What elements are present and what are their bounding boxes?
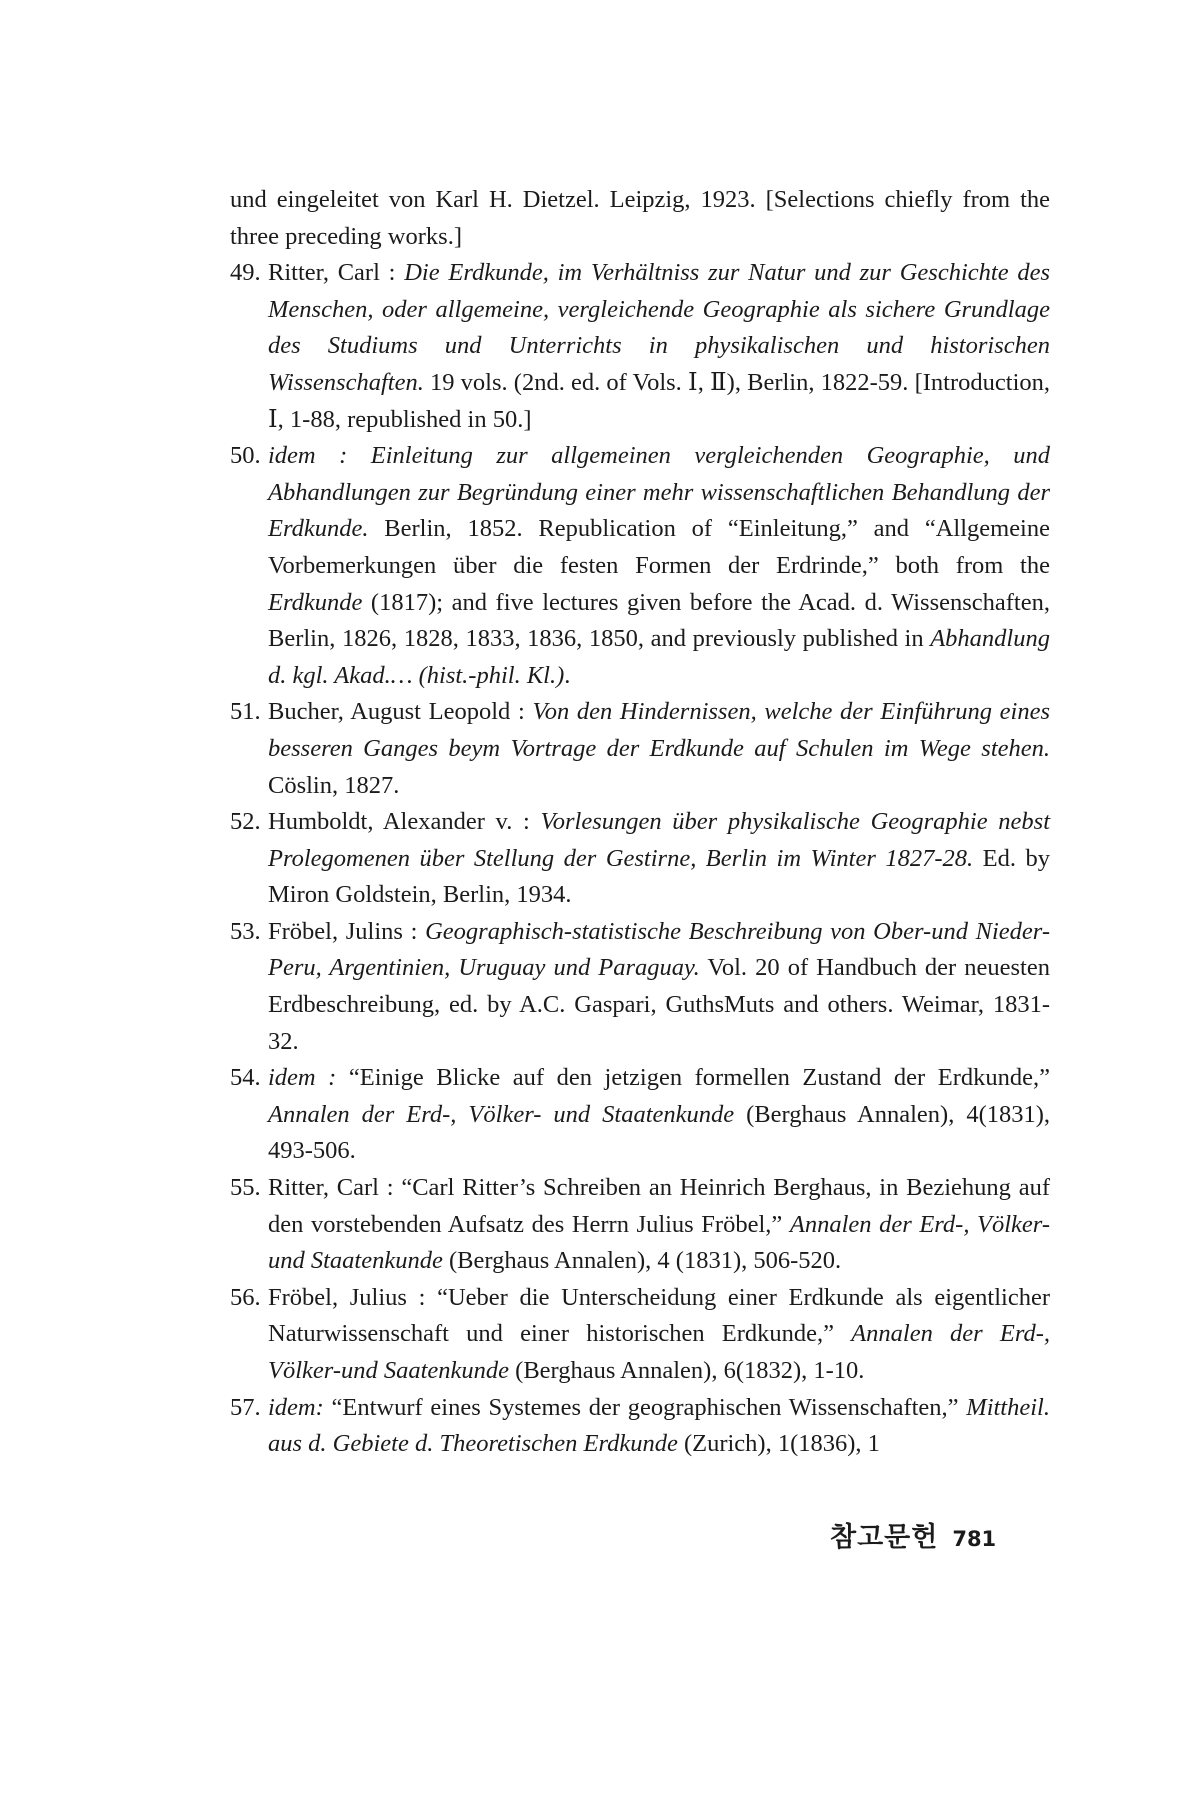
entry-title-erdkunde: Erdkunde [268, 588, 363, 616]
entry-article: “Einige Blicke auf den jetzigen formellen Zustand der Erdkunde,” [348, 1064, 1050, 1092]
bibliography-entry-57 [230, 1390, 1050, 1463]
entry-title: Vorlesungen über physikalische Geographie nebst Prolegomenen über Stellung der Gestirne, Berlin im Winter 1827-28. [268, 808, 1050, 872]
entry-number: 49. [230, 259, 261, 287]
bibliography-entry-55 [230, 1170, 1051, 1280]
entry-details: Vol. 20 of Handbuch der neuesten Erdbeschreibung, ed. by A.C. Gaspari, GuthsMuts and others. Weimar, 1831-32. [268, 954, 1050, 1055]
entry-author: Ritter, Carl : [268, 1174, 402, 1202]
bibliography-entry-50 [230, 438, 1050, 694]
entry-title: Mittheil. aus d. Gebiete d. Theoretischen Erdkunde [268, 1393, 1050, 1458]
entry-article: “Ueber die Unterscheidung einer Erdkunde als eigentlicher Naturwissenschaft und einer historischen Erdkunde,” [268, 1283, 1050, 1348]
entry-details: 19 vols. (2nd. ed. of Vols. Ⅰ, Ⅱ), Berlin, 1822-59. [Introduction, Ⅰ, 1-88, republished in 50.] [268, 368, 1050, 433]
entry-number: 54. [230, 1064, 261, 1092]
entry-details: Berlin, 1852. Republication of “Einleitung,” and “Allgemeine Vorbemerkungen über die festen Formen der Erdrinde,” both from the [268, 515, 1050, 579]
entry-idem: idem : [268, 1064, 349, 1092]
continuation-paragraph [230, 182, 1050, 255]
entry-details-3: . [564, 661, 571, 689]
entry-title: Annalen der Erd-, Völker-und Saatenkunde [268, 1320, 1050, 1384]
entry-title: Die Erdkunde, im Verhältniss zur Natur und zur Geschichte des Menschen, oder allgemeine, vergleichende Geographie als sichere Grundlage des Studiums und Unterrichts in physikalischen und historischen Wissenschaften. [268, 259, 1050, 396]
entry-title-abhandlung: Abhandlung d. kgl. Akad.… (hist.-phil. Kl.) [268, 625, 1050, 689]
section-label: 참고문헌 [830, 1522, 939, 1553]
entry-author: Fröbel, Julius : [268, 1283, 438, 1311]
entry-number: 50. [230, 442, 261, 470]
entry-article: “Carl Ritter’s Schreiben an Heinrich Berghaus, in Beziehung auf den vorstebenden Aufsatz des Herrn Julius Fröbel,” [268, 1174, 1050, 1238]
entry-details: Ed. by Miron Goldstein, Berlin, 1934. [268, 844, 1050, 909]
entry-details: (Berghaus Annalen), 4(1831), 493-506. [268, 1100, 1051, 1165]
bibliography-entry-51 [230, 694, 1050, 804]
bibliography-entry-56 [230, 1280, 1050, 1390]
entry-article: “Entwurf eines Systemes der geographischen Wissenschaften,” [331, 1393, 967, 1421]
bibliography-entry-49 [230, 255, 1050, 438]
entry-details: (Berghaus Annalen), 4 (1831), 506-520. [442, 1247, 842, 1275]
entry-author: Bucher, August Leopold : [268, 698, 533, 726]
entry-author: Humboldt, Alexander v. : [268, 808, 541, 836]
entry-author: Fröbel, Julins : [268, 917, 426, 945]
entry-number: 53. [230, 917, 261, 945]
entry-idem: idem: [268, 1393, 332, 1421]
bibliography-entry-53 [230, 914, 1050, 1060]
entry-number: 56. [230, 1283, 261, 1311]
entry-number: 57. [230, 1393, 261, 1421]
continuation-text: und eingeleitet von Karl H. Dietzel. Leipzig, 1923. [Selections chiefly from the three preceding works.] [230, 186, 1050, 250]
entry-number: 52. [230, 808, 261, 836]
entry-details-2: (1817); and five lectures given before the Acad. d. Wissenschaften, Berlin, 1826, 1828, 1833, 1836, 1850, and previously published in [268, 588, 1050, 653]
bibliography-entry-54 [230, 1060, 1051, 1170]
entry-title: Annalen der Erd-, Völker-und Staatenkunde [268, 1210, 1051, 1275]
entry-number: 51. [230, 698, 261, 726]
entry-number: 55. [230, 1174, 261, 1202]
bibliography-text [230, 182, 1050, 1463]
entry-details: (Zurich), 1(1836), 1 [677, 1430, 880, 1458]
page-number: 781 [952, 1527, 997, 1551]
entry-title: Annalen der Erd-, Völker- und Staatenkunde [268, 1100, 735, 1128]
bibliography-entry-52 [230, 804, 1050, 914]
entry-title: Geographisch-statistische Beschreibung von Ober-und Nieder-Peru, Argentinien, Uruguay und Paraguay. [268, 917, 1050, 982]
entry-title: Von den Hindernissen, welche der Einführung eines besseren Ganges beym Vortrage der Erdkunde auf Schulen im Wege stehen. [268, 698, 1050, 762]
entry-details: (Berghaus Annalen), 6(1832), 1-10. [509, 1357, 865, 1384]
entry-details: Cöslin, 1827. [268, 771, 400, 799]
entry-title: idem : Einleitung zur allgemeinen vergleichenden Geographie, und Abhandlungen zur Begründung einer mehr wissenschaftlichen Behandlung der Erdkunde. [268, 442, 1050, 543]
page-footer [830, 1515, 996, 1554]
entry-author: Ritter, Carl : [268, 259, 405, 287]
